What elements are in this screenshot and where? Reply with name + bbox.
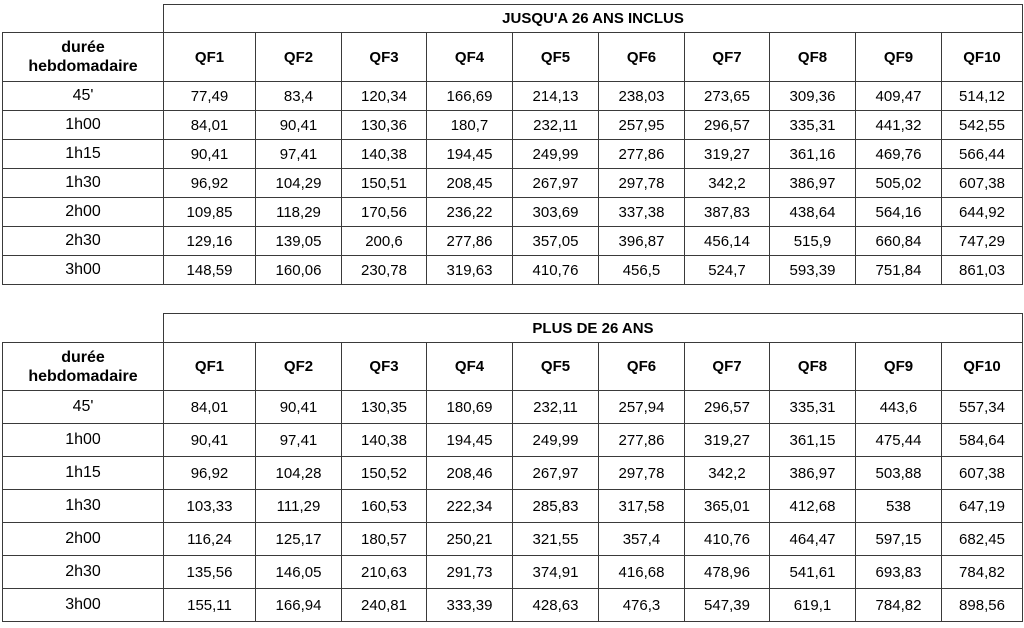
price-cell: 784,82	[942, 556, 1023, 589]
price-cell: 267,97	[513, 169, 599, 198]
column-header-qf5: QF5	[513, 343, 599, 391]
price-cell: 335,31	[770, 111, 856, 140]
table-row	[3, 256, 1023, 285]
price-cell: 200,6	[342, 227, 427, 256]
column-header-qf7: QF7	[685, 343, 770, 391]
column-header-qf7: QF7	[685, 33, 770, 82]
price-cell: 77,49	[164, 82, 256, 111]
price-cell: 428,63	[513, 589, 599, 622]
table-title-row	[3, 314, 1023, 343]
row-header-label: durée hebdomadaire	[3, 33, 164, 82]
corner-cell	[3, 5, 164, 33]
duration-label: 1h00	[3, 111, 164, 140]
price-cell: 333,39	[427, 589, 513, 622]
price-cell: 515,9	[770, 227, 856, 256]
price-cell: 751,84	[856, 256, 942, 285]
corner-cell	[3, 314, 164, 343]
price-cell: 441,32	[856, 111, 942, 140]
price-cell: 557,34	[942, 391, 1023, 424]
price-cell: 155,11	[164, 589, 256, 622]
price-cell: 297,78	[599, 169, 685, 198]
price-cell: 166,69	[427, 82, 513, 111]
price-cell: 118,29	[256, 198, 342, 227]
duration-label: 45'	[3, 391, 164, 424]
column-header-qf3: QF3	[342, 33, 427, 82]
price-cell: 607,38	[942, 169, 1023, 198]
duration-label: 1h00	[3, 424, 164, 457]
price-cell: 547,39	[685, 589, 770, 622]
price-cell: 230,78	[342, 256, 427, 285]
column-header-qf1: QF1	[164, 343, 256, 391]
duration-label: 1h15	[3, 140, 164, 169]
price-cell: 514,12	[942, 82, 1023, 111]
price-cell: 83,4	[256, 82, 342, 111]
column-header-qf4: QF4	[427, 343, 513, 391]
price-cell: 222,34	[427, 490, 513, 523]
price-cell: 120,34	[342, 82, 427, 111]
price-cell: 277,86	[599, 424, 685, 457]
price-cell: 180,69	[427, 391, 513, 424]
price-cell: 566,44	[942, 140, 1023, 169]
price-cell: 277,86	[599, 140, 685, 169]
duration-label: 2h30	[3, 556, 164, 589]
price-cell: 374,91	[513, 556, 599, 589]
price-cell: 524,7	[685, 256, 770, 285]
price-cell: 541,61	[770, 556, 856, 589]
price-cell: 317,58	[599, 490, 685, 523]
price-cell: 277,86	[427, 227, 513, 256]
price-cell: 443,6	[856, 391, 942, 424]
price-cell: 597,15	[856, 523, 942, 556]
column-header-qf6: QF6	[599, 33, 685, 82]
price-cell: 469,76	[856, 140, 942, 169]
price-cell: 538	[856, 490, 942, 523]
duration-label: 1h15	[3, 457, 164, 490]
price-cell: 361,16	[770, 140, 856, 169]
price-cell: 232,11	[513, 111, 599, 140]
table-row	[3, 227, 1023, 256]
price-cell: 607,38	[942, 457, 1023, 490]
price-cell: 747,29	[942, 227, 1023, 256]
price-cell: 103,33	[164, 490, 256, 523]
price-cell: 97,41	[256, 424, 342, 457]
price-cell: 84,01	[164, 391, 256, 424]
price-cell: 296,57	[685, 111, 770, 140]
price-cell: 365,01	[685, 490, 770, 523]
price-cell: 285,83	[513, 490, 599, 523]
price-cell: 194,45	[427, 424, 513, 457]
price-cell: 238,03	[599, 82, 685, 111]
price-cell: 619,1	[770, 589, 856, 622]
table-row	[3, 490, 1023, 523]
column-header-qf1: QF1	[164, 33, 256, 82]
price-cell: 361,15	[770, 424, 856, 457]
price-cell: 208,46	[427, 457, 513, 490]
price-cell: 412,68	[770, 490, 856, 523]
table-row	[3, 391, 1023, 424]
price-cell: 140,38	[342, 140, 427, 169]
duration-label: 45'	[3, 82, 164, 111]
table-title: JUSQU'A 26 ANS INCLUS	[164, 5, 1023, 33]
column-header-qf3: QF3	[342, 343, 427, 391]
price-cell: 416,68	[599, 556, 685, 589]
price-cell: 214,13	[513, 82, 599, 111]
duration-label: 1h30	[3, 490, 164, 523]
column-header-qf9: QF9	[856, 343, 942, 391]
price-cell: 170,56	[342, 198, 427, 227]
price-cell: 160,53	[342, 490, 427, 523]
duration-label: 2h00	[3, 523, 164, 556]
price-cell: 273,65	[685, 82, 770, 111]
price-cell: 249,99	[513, 424, 599, 457]
price-cell: 111,29	[256, 490, 342, 523]
price-cell: 97,41	[256, 140, 342, 169]
duration-label: 3h00	[3, 256, 164, 285]
price-cell: 337,38	[599, 198, 685, 227]
price-cell: 386,97	[770, 457, 856, 490]
price-cell: 104,28	[256, 457, 342, 490]
price-cell: 584,64	[942, 424, 1023, 457]
price-cell: 456,5	[599, 256, 685, 285]
duration-label: 3h00	[3, 589, 164, 622]
price-cell: 456,14	[685, 227, 770, 256]
price-cell: 148,59	[164, 256, 256, 285]
price-cell: 438,64	[770, 198, 856, 227]
column-header-qf10: QF10	[942, 343, 1023, 391]
table-title: PLUS DE 26 ANS	[164, 314, 1023, 343]
table-row	[3, 424, 1023, 457]
price-cell: 319,27	[685, 424, 770, 457]
price-cell: 257,95	[599, 111, 685, 140]
table-row	[3, 523, 1023, 556]
column-header-qf2: QF2	[256, 343, 342, 391]
price-cell: 503,88	[856, 457, 942, 490]
price-cell: 129,16	[164, 227, 256, 256]
price-cell: 357,4	[599, 523, 685, 556]
price-cell: 386,97	[770, 169, 856, 198]
table-row	[3, 457, 1023, 490]
price-cell: 96,92	[164, 169, 256, 198]
price-cell: 319,63	[427, 256, 513, 285]
price-cell: 319,27	[685, 140, 770, 169]
price-cell: 194,45	[427, 140, 513, 169]
column-header-qf2: QF2	[256, 33, 342, 82]
price-cell: 682,45	[942, 523, 1023, 556]
price-cell: 342,2	[685, 169, 770, 198]
price-cell: 90,41	[164, 424, 256, 457]
price-cell: 593,39	[770, 256, 856, 285]
price-cell: 861,03	[942, 256, 1023, 285]
price-cell: 410,76	[685, 523, 770, 556]
table-row	[3, 111, 1023, 140]
price-cell: 116,24	[164, 523, 256, 556]
tariff-table-over-26	[2, 313, 1023, 622]
price-cell: 90,41	[256, 111, 342, 140]
price-cell: 476,3	[599, 589, 685, 622]
price-cell: 96,92	[164, 457, 256, 490]
price-cell: 647,19	[942, 490, 1023, 523]
price-cell: 208,45	[427, 169, 513, 198]
column-header-qf6: QF6	[599, 343, 685, 391]
price-cell: 90,41	[164, 140, 256, 169]
price-cell: 898,56	[942, 589, 1023, 622]
column-header-row	[3, 33, 1023, 82]
column-header-qf4: QF4	[427, 33, 513, 82]
price-cell: 291,73	[427, 556, 513, 589]
price-cell: 84,01	[164, 111, 256, 140]
price-cell: 267,97	[513, 457, 599, 490]
price-cell: 409,47	[856, 82, 942, 111]
price-cell: 693,83	[856, 556, 942, 589]
price-cell: 250,21	[427, 523, 513, 556]
table-title-row	[3, 5, 1023, 33]
price-cell: 257,94	[599, 391, 685, 424]
price-cell: 475,44	[856, 424, 942, 457]
price-cell: 249,99	[513, 140, 599, 169]
price-cell: 342,2	[685, 457, 770, 490]
duration-label: 2h00	[3, 198, 164, 227]
price-cell: 150,51	[342, 169, 427, 198]
price-cell: 180,7	[427, 111, 513, 140]
row-header-label: durée hebdomadaire	[3, 343, 164, 391]
tariff-table-under-26	[2, 4, 1023, 285]
table-row	[3, 589, 1023, 622]
price-cell: 240,81	[342, 589, 427, 622]
price-cell: 396,87	[599, 227, 685, 256]
duration-label: 1h30	[3, 169, 164, 198]
price-cell: 125,17	[256, 523, 342, 556]
price-cell: 644,92	[942, 198, 1023, 227]
price-cell: 130,35	[342, 391, 427, 424]
price-cell: 297,78	[599, 457, 685, 490]
price-cell: 150,52	[342, 457, 427, 490]
column-header-qf5: QF5	[513, 33, 599, 82]
table-row	[3, 140, 1023, 169]
price-cell: 232,11	[513, 391, 599, 424]
price-cell: 410,76	[513, 256, 599, 285]
table-row	[3, 169, 1023, 198]
price-cell: 104,29	[256, 169, 342, 198]
price-cell: 784,82	[856, 589, 942, 622]
price-cell: 166,94	[256, 589, 342, 622]
price-cell: 90,41	[256, 391, 342, 424]
price-cell: 135,56	[164, 556, 256, 589]
table-row	[3, 198, 1023, 227]
table-row	[3, 82, 1023, 111]
table-row	[3, 556, 1023, 589]
price-cell: 303,69	[513, 198, 599, 227]
price-cell: 236,22	[427, 198, 513, 227]
price-cell: 146,05	[256, 556, 342, 589]
price-cell: 309,36	[770, 82, 856, 111]
price-cell: 160,06	[256, 256, 342, 285]
price-cell: 478,96	[685, 556, 770, 589]
column-header-qf10: QF10	[942, 33, 1023, 82]
price-cell: 130,36	[342, 111, 427, 140]
price-cell: 564,16	[856, 198, 942, 227]
price-cell: 660,84	[856, 227, 942, 256]
price-cell: 542,55	[942, 111, 1023, 140]
price-cell: 357,05	[513, 227, 599, 256]
price-cell: 321,55	[513, 523, 599, 556]
price-cell: 180,57	[342, 523, 427, 556]
column-header-qf8: QF8	[770, 33, 856, 82]
price-cell: 296,57	[685, 391, 770, 424]
price-cell: 387,83	[685, 198, 770, 227]
duration-label: 2h30	[3, 227, 164, 256]
column-header-row	[3, 343, 1023, 391]
price-cell: 210,63	[342, 556, 427, 589]
column-header-qf8: QF8	[770, 343, 856, 391]
column-header-qf9: QF9	[856, 33, 942, 82]
price-cell: 464,47	[770, 523, 856, 556]
price-cell: 109,85	[164, 198, 256, 227]
price-cell: 505,02	[856, 169, 942, 198]
price-cell: 335,31	[770, 391, 856, 424]
price-cell: 139,05	[256, 227, 342, 256]
price-cell: 140,38	[342, 424, 427, 457]
